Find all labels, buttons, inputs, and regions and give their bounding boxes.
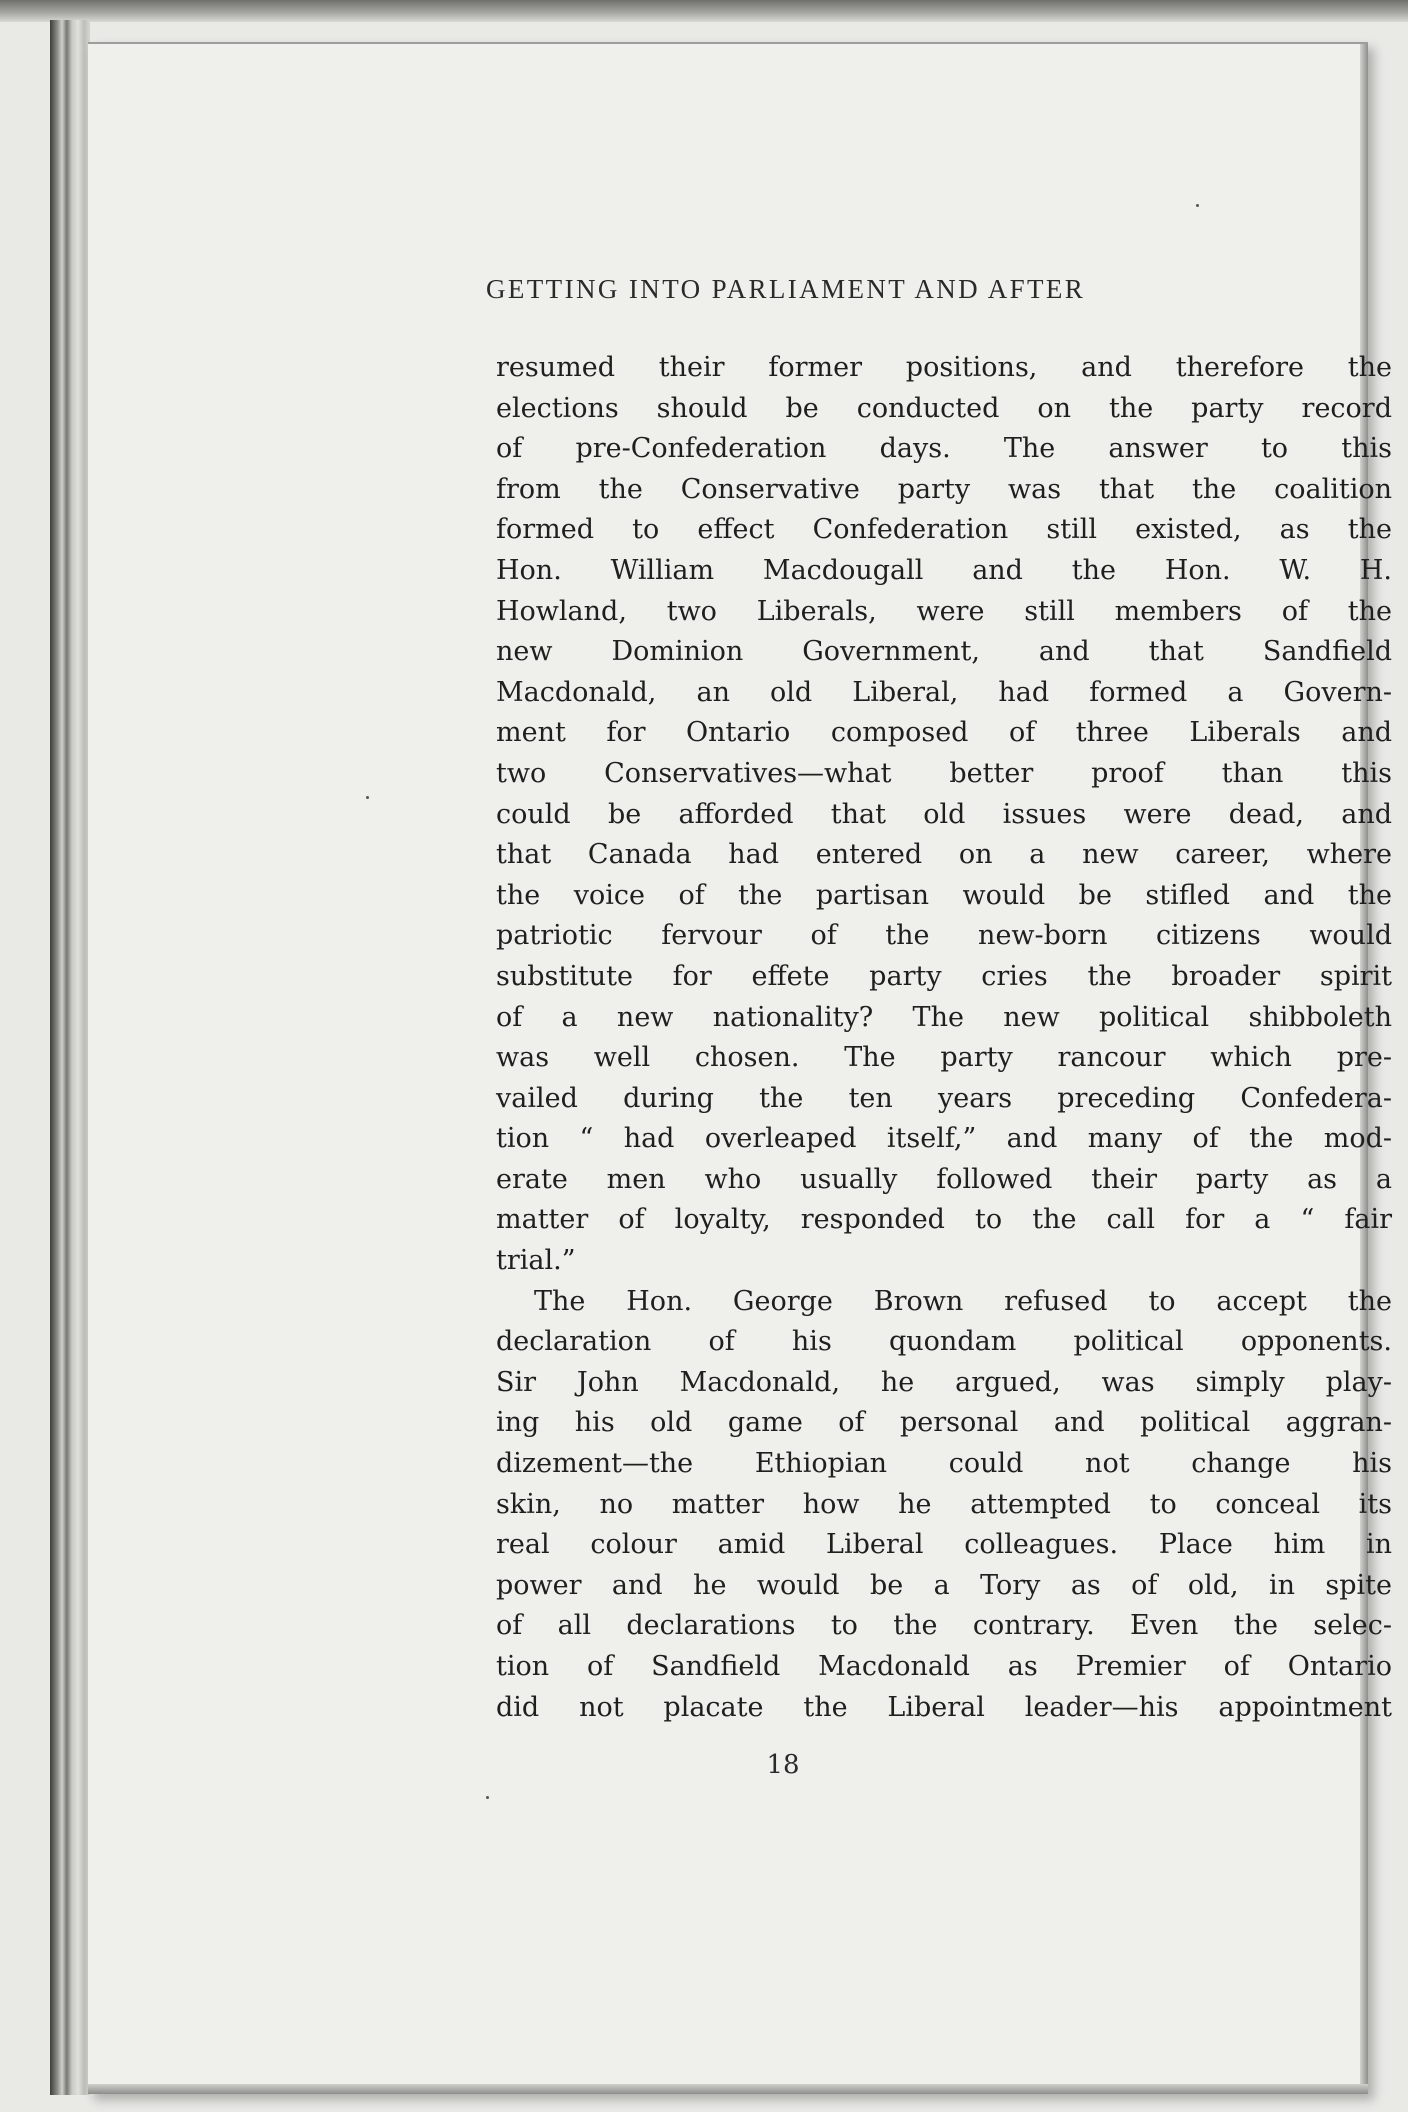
text-line: of a new nationality? The new political shibboleth — [496, 1001, 1392, 1033]
text-line: vailed during the ten years preceding Confedera- — [496, 1082, 1392, 1114]
text-line: of all declarations to the contrary. Even the selec- — [496, 1610, 1392, 1642]
text-line: erate men who usually followed their party as a — [496, 1163, 1392, 1195]
text-line: trial.” — [496, 1245, 576, 1277]
text-line: Hon. William Macdougall and the Hon. W. H. — [496, 554, 1392, 586]
paragraph-2 — [496, 1282, 1392, 1729]
text-line: resumed their former positions, and therefore the — [496, 352, 1392, 383]
text-line: Sir John Macdonald, he argued, was simply play- — [496, 1366, 1392, 1398]
text-line: from the Conservative party was that the coalition — [496, 473, 1392, 505]
book-page — [88, 42, 1392, 2094]
running-head: GETTING INTO PARLIAMENT AND AFTER — [486, 274, 1086, 304]
text-line: power and he would be a Tory as of old, in spite — [496, 1569, 1392, 1601]
page-bottom-edge — [88, 2084, 1368, 2094]
text-line: new Dominion Government, and that Sandfield — [496, 636, 1392, 668]
text-line: formed to effect Confederation still existed, as the — [496, 514, 1392, 546]
book-binding — [50, 20, 90, 2095]
text-line: dizement—the Ethiopian could not change his — [496, 1448, 1392, 1480]
text-line: tion of Sandfield Macdonald as Premier of Ontario — [496, 1651, 1392, 1682]
text-line: could be afforded that old issues were dead, and — [496, 798, 1392, 830]
page-number: 18 — [766, 1750, 800, 1780]
text-line: declaration of his quondam political opponents. — [496, 1326, 1392, 1358]
text-line: did not placate the Liberal leader—his appointment — [496, 1691, 1392, 1723]
text-line: tion “ had overleaped itself,” and many of the mod- — [496, 1123, 1392, 1155]
dust-speck — [486, 1796, 489, 1799]
text-line: patriotic fervour of the new-born citizens would — [496, 920, 1392, 952]
text-line: of pre-Confederation days. The answer to this — [496, 433, 1392, 465]
text-line: ment for Ontario composed of three Liberals and — [496, 717, 1392, 749]
text-line: elections should be conducted on the party record — [496, 392, 1392, 424]
text-line: The Hon. George Brown refused to accept the — [534, 1285, 1392, 1317]
text-line: ing his old game of personal and political aggran- — [496, 1407, 1392, 1439]
text-line: was well chosen. The party rancour which pre- — [496, 1042, 1392, 1074]
text-line: that Canada had entered on a new career, where — [496, 839, 1392, 871]
scan-top-edge — [0, 0, 1408, 22]
text-line: two Conservatives—what better proof than this — [496, 757, 1392, 789]
dust-speck — [1196, 204, 1199, 207]
paragraph-1 — [496, 348, 1392, 1282]
text-line: real colour amid Liberal colleagues. Place him in — [496, 1529, 1392, 1561]
body-text — [496, 348, 1392, 1728]
text-line: matter of loyalty, responded to the call for a “ fair — [496, 1204, 1392, 1236]
text-line: Howland, two Liberals, were still members of the — [496, 595, 1392, 627]
text-line: substitute for effete party cries the broader spirit — [496, 960, 1392, 992]
dust-speck — [366, 796, 369, 799]
text-line: Macdonald, an old Liberal, had formed a Govern- — [496, 676, 1392, 708]
text-line: skin, no matter how he attempted to conceal its — [496, 1488, 1392, 1520]
text-line: the voice of the partisan would be stifled and the — [496, 879, 1392, 911]
